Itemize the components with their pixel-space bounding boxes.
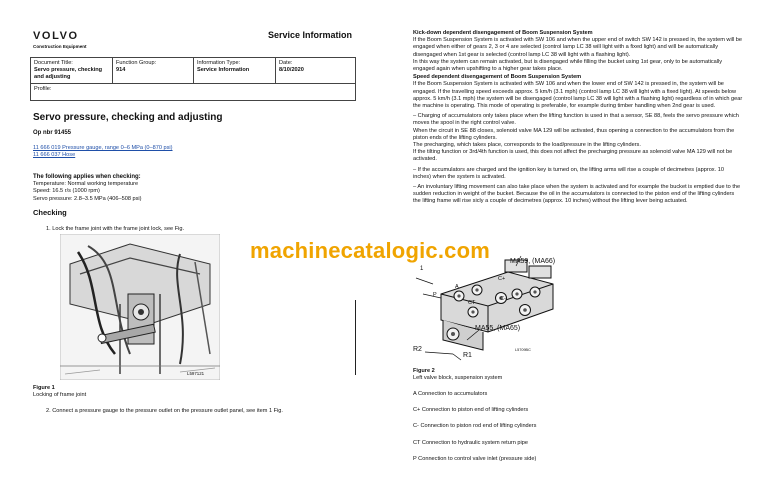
legend-item-cplus: C+ Connection to piston end of lifting cylinders — [413, 407, 529, 414]
figure-1-image — [60, 234, 220, 380]
volvo-logo: VOLVO — [33, 30, 79, 42]
figure-2-label-a: A — [455, 284, 459, 290]
kickdown-paragraph-2: In this way the system can remain activated, but is disengaged while filling the bucket using 1st gear, only to be automatically engaged again when upshifting to a higher gear takes place. — [413, 58, 723, 73]
charging-paragraph-3: The precharging, which takes place, corresponds to the load/pressure in the lifting cylinders. — [413, 142, 641, 149]
involuntary-lift-paragraph: – An involuntary lifting movement can also take place when the system is activated and for example the bucket is emptied due to the sudden reduction in weight of the bucket. Because the oil in the accumulators is connected to the piston end of the lifting cylinders the lifting frame will rise sicly a couple of decimetres (approx. 10 inches) without the lifting lever being actuated. — [413, 184, 741, 205]
figure-1-title: Figure 1 — [33, 385, 55, 391]
figure-1-code: L597121 — [187, 371, 205, 376]
charging-paragraph-2: When the circuit in SE 88 closes, solenoid valve MA 129 will be activated, thus opening a connection to the accumulators from the piston ends of the lifting cylinders. — [413, 127, 735, 141]
legend-item-a: A Connection to accumulators — [413, 391, 488, 397]
figure-2-code: L5709BC — [515, 348, 531, 352]
profile-label: Profile: — [34, 86, 52, 92]
legend-item-p: P Connection to control valve inlet (pressure side) — [413, 455, 537, 462]
speed-heading: Speed dependent disengagement of Boom Suspension System — [413, 74, 582, 81]
figure-2-label-cplus: C+ — [498, 276, 506, 282]
checking-step-1: 1. Lock the frame joint with the frame joint lock, see Fig. — [46, 226, 185, 232]
checking-step-2: 2. Connect a pressure gauge to the pressure outlet on the pressure outlet panel, see item 1 Fig. — [46, 408, 283, 414]
figure-2-label-ct: CT — [468, 300, 476, 306]
info-type-value: Service Information — [197, 67, 250, 73]
operation-number: Op nbr 91455 — [33, 130, 72, 136]
date-value: 8/10/2020 — [279, 67, 304, 73]
condition-servo-pressure: Servo pressure: 2.8–3.5 MPa (406–508 psi) — [33, 195, 142, 202]
date-cell — [276, 58, 356, 84]
function-group-cell — [113, 58, 194, 84]
header-title: Service Information — [268, 30, 353, 40]
divider-line — [355, 300, 356, 375]
figure-1-caption: Locking of frame joint — [33, 392, 87, 399]
conditions-heading: The following applies when checking: — [33, 174, 141, 180]
legend-item-cminus: C- Connection to piston rod end of lifting cylinders — [413, 423, 537, 430]
figure-2-image — [413, 254, 563, 366]
charging-paragraph-4: If the tilting function or 3rd/4th function is used, this does not affect the precharging pressure as solenoid valve MA 129 will not be activated. — [413, 149, 733, 163]
figure-2-title: Figure 2 — [413, 368, 435, 374]
doc-title-label: Document Title: — [34, 60, 73, 66]
watermark: machinecatalogic.com — [250, 238, 490, 263]
figure-2-caption: Left valve block, suspension system — [413, 375, 503, 382]
charging-paragraph-1: – Charging of accumulators only takes place when the lifting function is used in that a sensor, SE 88, feels the servo pressure which moves the spool in the right control valve. — [413, 113, 739, 127]
date-label: Date: — [279, 60, 293, 66]
kickdown-heading: Kick-down dependent disengagement of Boom Suspension System — [413, 30, 593, 36]
figure-2-label-p: P — [433, 292, 437, 298]
figure-1-caption-block — [33, 385, 86, 399]
page-title: Servo pressure, checking and adjusting — [33, 112, 223, 123]
figure-2-label-ma55: MA55, (MA65) — [475, 325, 521, 332]
figure-2-label-r2: R2 — [413, 346, 422, 353]
kickdown-paragraph-1: If the Boom Suspension System is activated with SW 106 and when the upper end of switch SW 142 is pressed in, the system will be engaged when either of gears 2, 3 or 4 are selected (control lamp LC 38 will light with a fixed light) and will be automatically disengaged when 1st gear is selected (control lamp LC 38 will light with a flashing light). — [413, 37, 742, 58]
figure-2-label-r1: R1 — [463, 352, 472, 359]
logo-subtitle: Construction Equipment — [33, 44, 87, 49]
legend-item-ct: CT Connection to hydraulic system return pipe — [413, 439, 528, 446]
tool-link-pressure-gauge[interactable]: 11 666 019 Pressure gauge, range 0–6 MPa (0–870 psi) — [33, 145, 173, 151]
check-conditions — [33, 174, 142, 203]
condition-speed: Speed: 16.5 r/s (1000 rpm) — [33, 188, 100, 195]
function-group-label: Function Group: — [116, 60, 157, 66]
figure-2-label-1: 1 — [420, 266, 424, 272]
doc-title-value: Servo pressure, checking and adjusting — [34, 67, 103, 80]
profile-cell — [31, 84, 356, 101]
speed-paragraph: If the Boom Suspension System is activated with SW 106 and when the lower end of SW 142 is pressed in, the system will be engaged. If the travelling speed exceeds approx. 5 km/h (3.1 mph) (control lamp LC 38 will light with a fixed light). At speeds below approx. 5 km/h (3.1 mph) the system will be disengaged (control lamp LC 38 will light with a flashing light) regardless of in which gear the machine is operating. This mode of operating is preferable, for example during timber handling when 2nd gear is used. — [413, 81, 743, 110]
function-group-value: 914 — [116, 67, 126, 73]
tool-list — [33, 145, 173, 159]
checking-heading: Checking — [33, 208, 67, 217]
document-info-table — [30, 57, 356, 101]
figure-2-caption-block — [413, 368, 502, 382]
info-type-label: Information Type: — [197, 60, 241, 66]
figure-2-label-cminus: C- — [500, 296, 506, 302]
tool-link-hose[interactable]: 11 666 037 Hose — [33, 152, 76, 159]
doc-title-cell — [31, 58, 113, 84]
condition-temperature: Temperature: Normal working temperature — [33, 181, 139, 188]
right-column-text — [413, 30, 743, 206]
info-type-cell — [194, 58, 276, 84]
figure-2-legend — [413, 391, 743, 463]
accumulator-paragraph: – If the accumulators are charged and the ignition key is turned on, the lifting arms will rise a couple of decimetres (approx. 10 inches) when the system is activated. — [413, 166, 724, 180]
figure-2-label-ma59: MA59, (MA66) — [510, 258, 556, 265]
